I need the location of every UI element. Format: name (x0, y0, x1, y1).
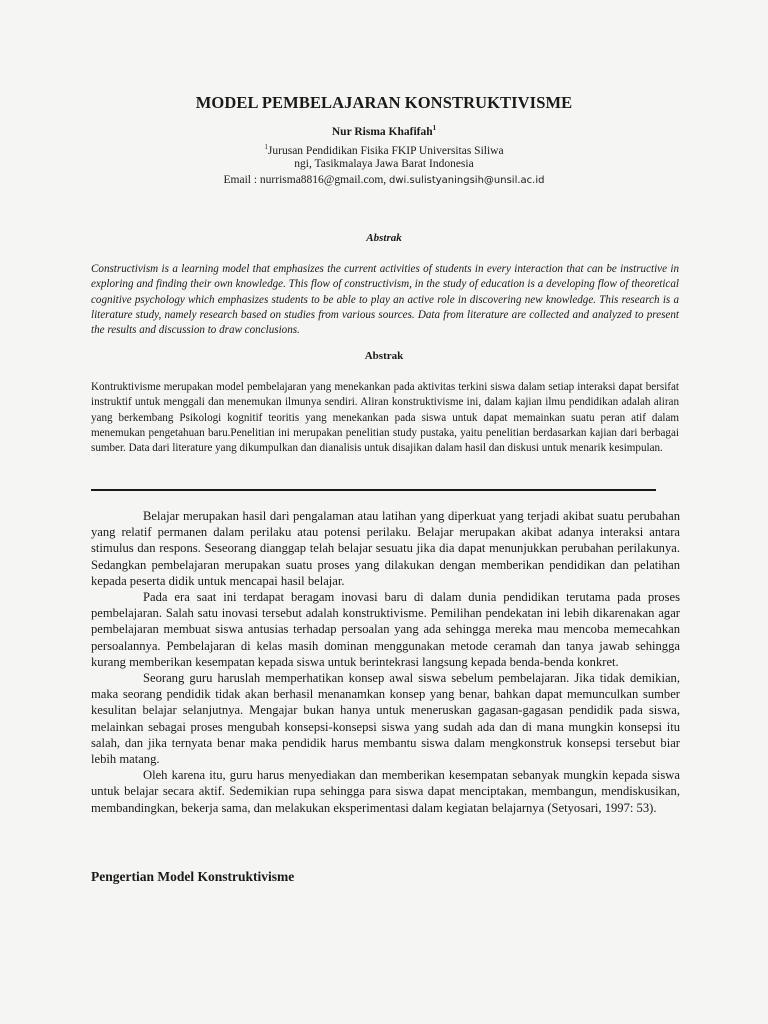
body-paragraph-4: Oleh karena itu, guru harus menyediakan dan memberikan kesempatan sebanyak mungkin kepada siswa untuk belajar secara aktif. Sedemikian rupa sehingga para siswa dapat menciptakan, membangun, mendiskusikan, membandingkan, bekerja sama, dan melakukan eksperimentasi dalam kegiatan belajarnya (Setyosari, 1997: 53). (91, 768, 680, 815)
section-heading: Pengertian Model Konstruktivisme (91, 869, 295, 884)
email-line (0, 174, 768, 186)
affiliation-text-1: Jurusan Pendidikan Fisika FKIP Universitas Siliwa (267, 144, 504, 157)
section-divider (91, 489, 656, 491)
body-paragraph-1: Belajar merupakan hasil dari pengalaman atau latihan yang diperkuat yang terjadi akibat suatu perubahan yang relatif permanen dalam perilaku atau potensi perilaku. Belajar merupakan akibat adanya interaksi antara stimulus dan respons. Seseorang dianggap telah belajar sesuatu jika dia dapat menunjukkan perubahan perilakunya. Sedangkan pembelajaran merupakan suatu proses yang dilakukan dengan memberikan pendidikan dan pelatihan kepada peserta didik untuk mencapai hasil belajar. (91, 509, 680, 588)
email-secondary[interactable]: dwi.sulistyaningsih@unsil.ac.id (389, 175, 545, 186)
paper-title: MODEL PEMBELAJARAN KONSTRUKTIVISME (195, 93, 573, 112)
email-primary: Email : nurrisma8816@gmail.com, (223, 174, 387, 186)
affiliation-line-2: ngi, Tasikmalaya Jawa Barat Indonesia (294, 158, 474, 170)
affiliation-line-1 (0, 143, 768, 157)
affiliation-superscript: 1 (264, 143, 268, 151)
abstract-en-text: Constructivism is a learning model that emphasizes the current activities of students in every interaction that can be instructive in exploring and finding their own knowledge. This flow of constructivism, in the study of education is a developing flow of theoretical cognitive psychology which emphasizes students to be able to play an active role in discovering new knowledge. This research is a literature study, namely research based on studies from various sources. Data from literature are collected and analyzed to present the results and discussion to draw conclusions. (91, 263, 679, 337)
body-paragraph-2: Pada era saat ini terdapat beragam inovasi baru di dalam dunia pendidikan terutama pada proses pembelajaran. Salah satu inovasi tersebut adalah konstruktivisme. Pemilihan pendekatan ini lebih dikarenakan agar pembelajaran membuat siswa antusias terhadap persoalan yang ada sehingga mereka mau mencoba memecahkan persoalannya. Pembelajaran di kelas masih dominan menggunakan metode ceramah dan tanya jawab sehingga kurang memberikan kesempatan kepada siswa untuk berintekrasi langsung kepada benda-benda konkret. (91, 590, 680, 669)
author-superscript: 1 (432, 124, 437, 132)
body-paragraph-3: Seorang guru haruslah memperhatikan konsep awal siswa sebelum pembelajaran. Jika tidak demikian, maka seorang pendidik tidak akan berhasil menanamkan konsep yang benar, bahkan dapat memunculkan sumber kesulitan belajar selanjutnya. Mengajar bukan hanya untuk meneruskan gagasan-gagasan pendidik pada siswa, melainkan sebagai proses mengubah konsepsi-konsepsi siswa yang sudah ada dan di mana mungkin konsepsi itu salah, dan jika ternyata benar maka pendidik harus membantu siswa dalam mengkonstruk konsepsi tersebut biar lebih matang. (91, 671, 680, 767)
abstract-id-heading: Abstrak (364, 350, 404, 362)
abstract-en-heading: Abstrak (366, 232, 402, 244)
author-name: Nur Risma Khafifah (331, 125, 433, 138)
author-line (0, 124, 768, 138)
abstract-id-text: Kontruktivisme merupakan model pembelajaran yang menekankan pada aktivitas terkini siswa dalam setiap interaksi dapat bersifat instruktif untuk menggali dan menemukan ilmunya sendiri. Aliran konstruktivisme ini, dalam kajian ilmu pendidikan adalah aliran yang berkembang Psikologi kognitif teoritis yang menekankan pada siswa untuk dapat memainkan suatu peran atif dalam menemukan pengetahuan baru.Penelitian ini merupakan penelitian study pustaka, yaitu penelitian berdasarkan kajian dari berbagai sumber. Data dari literature yang dikumpulkan dan dianalisis untuk disajikan dalam hasil dan diskusi untuk menarik kesimpulan. (91, 381, 679, 455)
body-text (91, 508, 680, 816)
